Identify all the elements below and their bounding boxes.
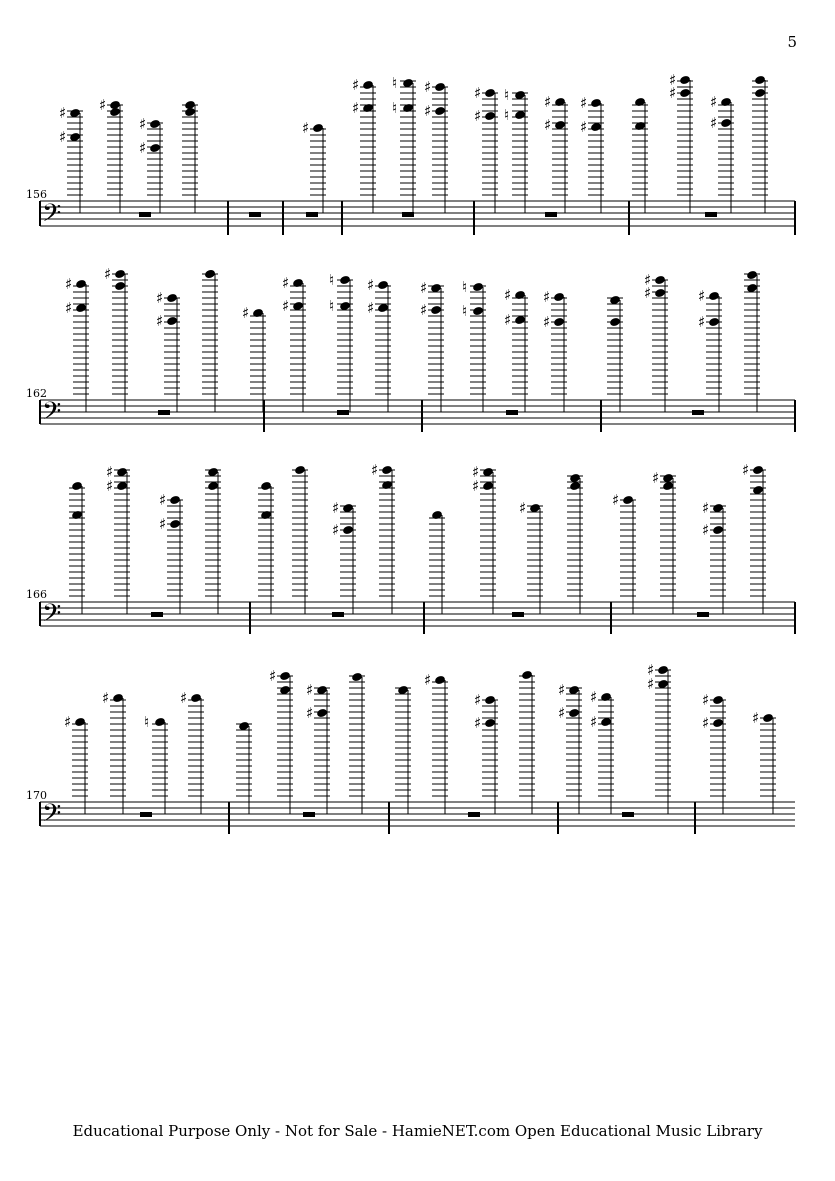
sharp-icon: ♯ bbox=[702, 499, 710, 517]
sharp-icon: ♯ bbox=[504, 286, 512, 304]
note-head bbox=[554, 317, 565, 326]
footer-text: Educational Purpose Only - Not for Sale - HamieNET.com Open Educational Music Library bbox=[72, 1122, 763, 1140]
sharp-icon: ♯ bbox=[544, 116, 552, 134]
sharp-icon: ♯ bbox=[352, 76, 360, 94]
note-head bbox=[680, 88, 691, 97]
staff-system bbox=[0, 450, 835, 650]
note-head bbox=[72, 481, 83, 490]
note-head bbox=[515, 110, 526, 119]
note-head bbox=[150, 143, 161, 152]
note-head bbox=[658, 679, 669, 688]
note-head bbox=[485, 88, 496, 97]
note-head bbox=[522, 670, 533, 679]
sharp-icon: ♯ bbox=[543, 288, 551, 306]
sharp-icon: ♯ bbox=[332, 521, 340, 539]
note-head bbox=[663, 481, 674, 490]
note-head bbox=[343, 525, 354, 534]
note-head bbox=[591, 122, 602, 131]
natural-icon: ♮ bbox=[392, 74, 398, 92]
note-head bbox=[113, 693, 124, 702]
sharp-icon: ♯ bbox=[669, 84, 677, 102]
sharp-icon: ♯ bbox=[752, 709, 760, 727]
sharp-icon: ♯ bbox=[702, 714, 710, 732]
note-head bbox=[191, 693, 202, 702]
sharp-icon: ♯ bbox=[420, 301, 428, 319]
sharp-icon: ♯ bbox=[644, 271, 652, 289]
note-head bbox=[115, 281, 126, 290]
note-head bbox=[709, 317, 720, 326]
sharp-icon: ♯ bbox=[590, 688, 598, 706]
sharp-icon: ♯ bbox=[612, 491, 620, 509]
note-head bbox=[70, 132, 81, 141]
note-head bbox=[721, 118, 732, 127]
note-head bbox=[170, 519, 181, 528]
note-head bbox=[382, 465, 393, 474]
note-head bbox=[569, 708, 580, 717]
note-head bbox=[170, 495, 181, 504]
sharp-icon: ♯ bbox=[647, 675, 655, 693]
note-head bbox=[485, 111, 496, 120]
sharp-icon: ♯ bbox=[702, 521, 710, 539]
note-head bbox=[295, 465, 306, 474]
sharp-icon: ♯ bbox=[580, 94, 588, 112]
note-head bbox=[76, 303, 87, 312]
sharp-icon: ♯ bbox=[424, 671, 432, 689]
sharp-icon: ♯ bbox=[159, 491, 167, 509]
sharp-icon: ♯ bbox=[580, 118, 588, 136]
sharp-icon: ♯ bbox=[106, 463, 114, 481]
sharp-icon: ♯ bbox=[367, 276, 375, 294]
sharp-icon: ♯ bbox=[669, 71, 677, 89]
sharp-icon: ♯ bbox=[544, 93, 552, 111]
sharp-icon: ♯ bbox=[702, 691, 710, 709]
sharp-icon: ♯ bbox=[156, 312, 164, 330]
sharp-icon: ♯ bbox=[242, 304, 250, 322]
sharp-icon: ♯ bbox=[371, 461, 379, 479]
note-head bbox=[239, 721, 250, 730]
sharp-icon: ♯ bbox=[710, 114, 718, 132]
sharp-icon: ♯ bbox=[306, 704, 314, 722]
note-head bbox=[76, 279, 87, 288]
sharp-icon: ♯ bbox=[180, 689, 188, 707]
bass-clef-icon: 𝄢 bbox=[42, 599, 62, 634]
note-head bbox=[205, 269, 216, 278]
note-head bbox=[293, 301, 304, 310]
measure-number: 162 bbox=[26, 387, 47, 400]
sharp-icon: ♯ bbox=[474, 107, 482, 125]
note-head bbox=[610, 295, 621, 304]
note-head bbox=[515, 90, 526, 99]
sharp-icon: ♯ bbox=[474, 84, 482, 102]
sharp-icon: ♯ bbox=[302, 119, 310, 137]
note-head bbox=[185, 107, 196, 116]
bass-clef-icon: 𝄢 bbox=[42, 397, 62, 432]
note-head bbox=[313, 123, 324, 132]
note-head bbox=[343, 503, 354, 512]
note-head bbox=[340, 275, 351, 284]
sharp-icon: ♯ bbox=[543, 313, 551, 331]
note-head bbox=[317, 708, 328, 717]
note-head bbox=[150, 119, 161, 128]
staff-system bbox=[0, 0, 835, 260]
sharp-icon: ♯ bbox=[59, 104, 67, 122]
measure-number: 170 bbox=[26, 789, 47, 802]
sharp-icon: ♯ bbox=[472, 477, 480, 495]
note-head bbox=[755, 88, 766, 97]
sharp-icon: ♯ bbox=[65, 299, 73, 317]
staff-system bbox=[0, 650, 835, 850]
sharp-icon: ♯ bbox=[424, 102, 432, 120]
natural-icon: ♮ bbox=[462, 278, 468, 296]
sharp-icon: ♯ bbox=[367, 299, 375, 317]
measure-number: 166 bbox=[26, 588, 47, 601]
natural-icon: ♮ bbox=[329, 271, 335, 289]
note-head bbox=[378, 303, 389, 312]
note-head bbox=[753, 485, 764, 494]
sharp-icon: ♯ bbox=[710, 93, 718, 111]
note-head bbox=[280, 685, 291, 694]
sharp-icon: ♯ bbox=[472, 463, 480, 481]
note-head bbox=[554, 292, 565, 301]
note-head bbox=[261, 481, 272, 490]
note-head bbox=[655, 288, 666, 297]
page-number: 5 bbox=[787, 33, 797, 51]
note-head bbox=[753, 465, 764, 474]
note-head bbox=[352, 672, 363, 681]
note-head bbox=[208, 467, 219, 476]
note-head bbox=[110, 107, 121, 116]
note-head bbox=[185, 100, 196, 109]
note-head bbox=[747, 283, 758, 292]
note-head bbox=[515, 315, 526, 324]
sharp-icon: ♯ bbox=[99, 96, 107, 114]
note-head bbox=[473, 282, 484, 291]
note-head bbox=[435, 675, 446, 684]
natural-icon: ♮ bbox=[462, 302, 468, 320]
staff-system bbox=[0, 260, 835, 450]
natural-icon: ♮ bbox=[504, 106, 510, 124]
sharp-icon: ♯ bbox=[742, 461, 750, 479]
sharp-icon: ♯ bbox=[282, 274, 290, 292]
note-head bbox=[435, 106, 446, 115]
note-head bbox=[363, 80, 374, 89]
note-head bbox=[340, 301, 351, 310]
note-head bbox=[658, 665, 669, 674]
sharp-icon: ♯ bbox=[558, 704, 566, 722]
note-head bbox=[110, 100, 121, 109]
note-head bbox=[591, 98, 602, 107]
sharp-icon: ♯ bbox=[104, 265, 112, 283]
natural-icon: ♮ bbox=[392, 99, 398, 117]
note-head bbox=[483, 467, 494, 476]
note-head bbox=[473, 306, 484, 315]
note-head bbox=[398, 685, 409, 694]
natural-icon: ♮ bbox=[329, 297, 335, 315]
note-head bbox=[713, 503, 724, 512]
note-head bbox=[431, 305, 442, 314]
sharp-icon: ♯ bbox=[106, 477, 114, 495]
natural-icon: ♮ bbox=[144, 713, 150, 731]
note-head bbox=[317, 685, 328, 694]
note-head bbox=[208, 481, 219, 490]
measure-number: 156 bbox=[26, 188, 47, 201]
note-head bbox=[709, 291, 720, 300]
note-head bbox=[713, 695, 724, 704]
sharp-icon: ♯ bbox=[644, 284, 652, 302]
note-head bbox=[555, 120, 566, 129]
sharp-icon: ♯ bbox=[102, 689, 110, 707]
note-head bbox=[747, 270, 758, 279]
sharp-icon: ♯ bbox=[64, 713, 72, 731]
note-head bbox=[569, 685, 580, 694]
music-staff bbox=[0, 0, 835, 260]
sharp-icon: ♯ bbox=[65, 275, 73, 293]
note-head bbox=[167, 293, 178, 302]
bass-clef-icon: 𝄢 bbox=[42, 799, 62, 834]
note-head bbox=[623, 495, 634, 504]
note-head bbox=[485, 695, 496, 704]
note-head bbox=[601, 717, 612, 726]
sharp-icon: ♯ bbox=[519, 499, 527, 517]
sharp-icon: ♯ bbox=[647, 661, 655, 679]
sharp-icon: ♯ bbox=[159, 515, 167, 533]
sharp-icon: ♯ bbox=[332, 499, 340, 517]
sharp-icon: ♯ bbox=[504, 311, 512, 329]
note-head bbox=[115, 269, 126, 278]
note-head bbox=[570, 481, 581, 490]
note-head bbox=[755, 75, 766, 84]
note-head bbox=[75, 717, 86, 726]
music-staff bbox=[0, 260, 835, 450]
sharp-icon: ♯ bbox=[306, 681, 314, 699]
sharp-icon: ♯ bbox=[282, 297, 290, 315]
natural-icon: ♮ bbox=[504, 86, 510, 104]
note-head bbox=[70, 108, 81, 117]
note-head bbox=[763, 713, 774, 722]
note-head bbox=[713, 525, 724, 534]
note-head bbox=[280, 671, 291, 680]
sharp-icon: ♯ bbox=[474, 691, 482, 709]
note-head bbox=[435, 82, 446, 91]
note-head bbox=[167, 316, 178, 325]
sharp-icon: ♯ bbox=[352, 99, 360, 117]
note-head bbox=[155, 717, 166, 726]
note-head bbox=[530, 503, 541, 512]
note-head bbox=[431, 283, 442, 292]
note-head bbox=[570, 473, 581, 482]
note-head bbox=[485, 718, 496, 727]
sharp-icon: ♯ bbox=[558, 681, 566, 699]
sharp-icon: ♯ bbox=[474, 714, 482, 732]
sharp-icon: ♯ bbox=[269, 667, 277, 685]
note-head bbox=[610, 317, 621, 326]
note-head bbox=[663, 473, 674, 482]
sharp-icon: ♯ bbox=[698, 313, 706, 331]
note-head bbox=[483, 481, 494, 490]
music-staff bbox=[0, 450, 835, 650]
note-head bbox=[117, 467, 128, 476]
sharp-icon: ♯ bbox=[698, 287, 706, 305]
sharp-icon: ♯ bbox=[652, 469, 660, 487]
note-head bbox=[378, 280, 389, 289]
note-head bbox=[713, 718, 724, 727]
note-head bbox=[680, 75, 691, 84]
sharp-icon: ♯ bbox=[156, 289, 164, 307]
note-head bbox=[655, 275, 666, 284]
music-staff bbox=[0, 650, 835, 850]
sharp-icon: ♯ bbox=[590, 713, 598, 731]
sharp-icon: ♯ bbox=[420, 279, 428, 297]
bass-clef-icon: 𝄢 bbox=[42, 199, 62, 234]
note-head bbox=[403, 78, 414, 87]
sharp-icon: ♯ bbox=[59, 128, 67, 146]
sharp-icon: ♯ bbox=[424, 78, 432, 96]
sharp-icon: ♯ bbox=[139, 115, 147, 133]
note-head bbox=[117, 481, 128, 490]
sharp-icon: ♯ bbox=[139, 139, 147, 157]
